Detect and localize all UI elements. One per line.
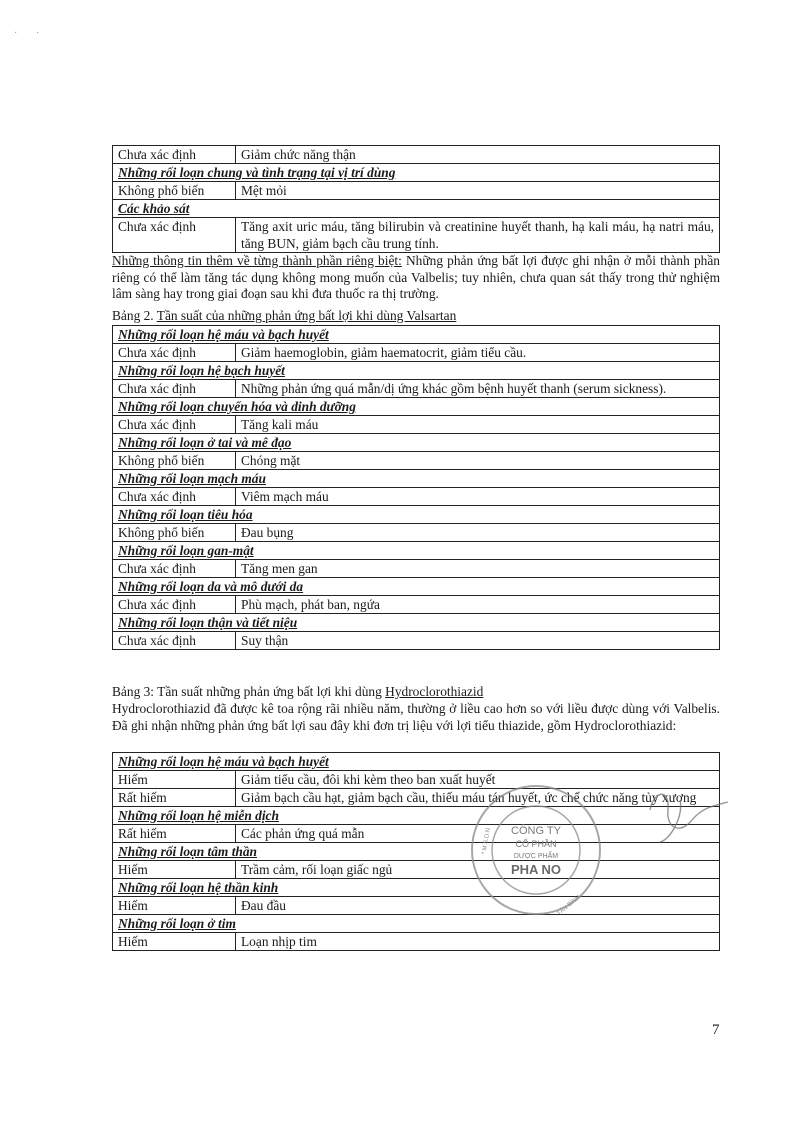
frequency-cell: Chưa xác định (113, 560, 236, 578)
section-header-cell (113, 164, 720, 182)
frequency-cell: Chưa xác định (113, 380, 236, 398)
section-header-row (113, 542, 720, 560)
section-header-text: Những rối loạn chung và tình trạng tại vị trí dùng (118, 165, 396, 180)
frequency-cell: Rất hiếm (113, 789, 236, 807)
effect-cell: Những phản ứng quá mẫn/dị ứng khác gồm bệnh huyết thanh (serum sickness). (236, 380, 720, 398)
frequency-cell: Chưa xác định (113, 146, 236, 164)
signature-icon (640, 780, 740, 850)
section-header-cell (113, 915, 720, 933)
stamp-line-1: CÔNG TY (511, 825, 561, 837)
section-header-cell (113, 200, 720, 218)
section-header-row (113, 398, 720, 416)
stamp-line-2: CỔ PHẦN (515, 839, 557, 849)
section-header-text: Những rối loạn hệ thần kinh (118, 880, 279, 895)
section-header-row (113, 362, 720, 380)
table-row (113, 897, 720, 915)
table-row (113, 933, 720, 951)
table-row (113, 861, 720, 879)
section-header-cell (113, 843, 720, 861)
section-header-row (113, 506, 720, 524)
section-header-row (113, 164, 720, 182)
effect-cell: Các phản ứng quá mẫn (236, 825, 720, 843)
section-header-cell (113, 614, 720, 632)
effect-cell: Giảm haemoglobin, giảm haematocrit, giảm tiểu cầu. (236, 344, 720, 362)
stamp-seal-icon (468, 782, 604, 918)
section-header-text: Những rối loạn ở tai và mê đạo (118, 435, 292, 450)
section-header-cell (113, 807, 720, 825)
section-header-row (113, 578, 720, 596)
adverse-effects-table-1 (112, 145, 720, 253)
table-row (113, 560, 720, 578)
section-header-row (113, 326, 720, 344)
frequency-cell: Chưa xác định (113, 632, 236, 650)
section-header-row (113, 807, 720, 825)
frequency-cell: Rất hiếm (113, 825, 236, 843)
section-header-row (113, 434, 720, 452)
effect-cell: Suy thận (236, 632, 720, 650)
table-2-caption-prefix: Bảng 2. (112, 308, 157, 323)
table-2-caption (112, 307, 720, 324)
section-header-row (113, 879, 720, 897)
stamp-line-3: DƯỢC PHẨM (513, 853, 559, 860)
section-header-cell (113, 470, 720, 488)
table-row (113, 380, 720, 398)
frequency-cell: Hiếm (113, 861, 236, 879)
effect-cell: Mệt mỏi (236, 182, 720, 200)
svg-text:TÂN BÌNH: TÂN BÌNH (556, 894, 582, 918)
effect-cell: Giảm chức năng thận (236, 146, 720, 164)
table-row (113, 632, 720, 650)
section-header-cell (113, 398, 720, 416)
effect-cell: Tăng men gan (236, 560, 720, 578)
valsartan-adverse-effects-table (112, 325, 720, 650)
section-header-row (113, 915, 720, 933)
extra-info-paragraph (112, 253, 720, 303)
extra-info-label: Những thông tin thêm về từng thành phần riêng biệt: (112, 253, 402, 268)
effect-cell: Chóng mặt (236, 452, 720, 470)
table-row (113, 771, 720, 789)
effect-cell: Trầm cảm, rối loạn giấc ngủ (236, 861, 720, 879)
table-row (113, 218, 720, 253)
frequency-cell: Chưa xác định (113, 344, 236, 362)
frequency-cell: Chưa xác định (113, 596, 236, 614)
frequency-cell: Hiếm (113, 933, 236, 951)
table-3-caption-plain: Tần suất những phản ứng bất lợi khi dùng (157, 684, 386, 699)
section-header-text: Những rối loạn ở tim (118, 916, 236, 931)
section-header-row (113, 200, 720, 218)
frequency-cell: Không phổ biến (113, 182, 236, 200)
section-header-row (113, 843, 720, 861)
effect-cell: Giảm tiểu cầu, đôi khi kèm theo ban xuất huyết (236, 771, 720, 789)
table-3-caption-prefix: Bảng 3: (112, 684, 158, 699)
extra-info-text: Những phản ứng bất lợi được ghi nhận ở mỗi thành phần riêng có thể làm tăng tác dụng không mong muốn của Valbelis; tuy nhiên, chưa quan sát thấy trong thử nghiệm lâm sàng hay trong giai đoạn sau khi đưa thuốc ra thị trường. (112, 253, 721, 301)
section-header-cell (113, 362, 720, 380)
section-header-cell (113, 753, 720, 771)
section-header-cell (113, 434, 720, 452)
svg-text:* M.S.D.N: * M.S.D.N (481, 827, 492, 855)
company-stamp (468, 782, 604, 918)
section-header-text: Những rối loạn hệ bạch huyết (118, 363, 285, 378)
section-header-text: Các khảo sát (118, 201, 190, 216)
section-header-text: Những rối loạn tâm thần (118, 844, 257, 859)
frequency-cell: Hiếm (113, 771, 236, 789)
effect-cell: Đau bụng (236, 524, 720, 542)
effect-cell: Tăng kali máu (236, 416, 720, 434)
section-header-text: Những rối loạn gan-mật (118, 543, 254, 558)
page-number: 7 (712, 1022, 720, 1038)
frequency-cell: Không phổ biến (113, 452, 236, 470)
section-header-row (113, 470, 720, 488)
table-row (113, 344, 720, 362)
hydroclorothiazid-adverse-effects-table (112, 752, 720, 951)
table-row (113, 146, 720, 164)
effect-cell: Viêm mạch máu (236, 488, 720, 506)
section-header-text: Những rối loạn hệ máu và bạch huyết (118, 754, 329, 769)
section-header-text: Những rối loạn mạch máu (118, 471, 266, 486)
section-header-cell (113, 578, 720, 596)
effect-cell: Giảm bạch cầu hạt, giảm bạch cầu, thiếu máu tán huyết, ức chế chức năng tủy xương (236, 789, 720, 807)
table-row (113, 488, 720, 506)
table-row (113, 524, 720, 542)
section-header-text: Những rối loạn da và mô dưới da (118, 579, 304, 594)
frequency-cell: Chưa xác định (113, 416, 236, 434)
effect-cell: Phù mạch, phát ban, ngứa (236, 596, 720, 614)
frequency-cell: Chưa xác định (113, 218, 236, 253)
section-header-text: Những rối loạn chuyển hóa và dinh dưỡng (118, 399, 356, 414)
table-row (113, 452, 720, 470)
section-header-row (113, 753, 720, 771)
hctz-paragraph: Hydroclorothiazid đã được kê toa rộng rãi nhiều năm, thường ở liều cao hơn so với liều được dùng với Valbelis. Đã ghi nhận những phản ứng bất lợi sau đây khi đơn trị liệu với lợi tiểu thiazide, gồm Hydroclorothiazid: (112, 701, 720, 733)
effect-cell: Tăng axit uric máu, tăng bilirubin và creatinine huyết thanh, hạ kali máu, hạ natri máu, tăng BUN, giảm bạch cầu trung tính. (236, 218, 720, 253)
table-row (113, 596, 720, 614)
table-row (113, 789, 720, 807)
section-header-text: Những rối loạn tiêu hóa (118, 507, 253, 522)
frequency-cell: Hiếm (113, 897, 236, 915)
effect-cell: Loạn nhịp tim (236, 933, 720, 951)
scan-specks: · · (14, 28, 48, 39)
table-row (113, 416, 720, 434)
section-header-cell (113, 506, 720, 524)
frequency-cell: Chưa xác định (113, 488, 236, 506)
table-2-caption-title: Tần suất của những phản ứng bất lợi khi dùng Valsartan (156, 308, 457, 323)
section-header-text: Những rối loạn thận và tiết niệu (118, 615, 298, 630)
table-3-caption-title: Hydroclorothiazid (385, 684, 484, 699)
section-header-text: Những rối loạn hệ miễn dịch (118, 808, 279, 823)
table-row (113, 825, 720, 843)
frequency-cell: Không phổ biến (113, 524, 236, 542)
table-row (113, 182, 720, 200)
section-header-cell (113, 542, 720, 560)
effect-cell: Đau đầu (236, 897, 720, 915)
table-3-caption (112, 683, 720, 700)
section-header-row (113, 614, 720, 632)
section-header-cell (113, 879, 720, 897)
section-header-text: Những rối loạn hệ máu và bạch huyết (118, 327, 329, 342)
section-header-cell (113, 326, 720, 344)
stamp-line-4: PHA NO (510, 862, 562, 877)
